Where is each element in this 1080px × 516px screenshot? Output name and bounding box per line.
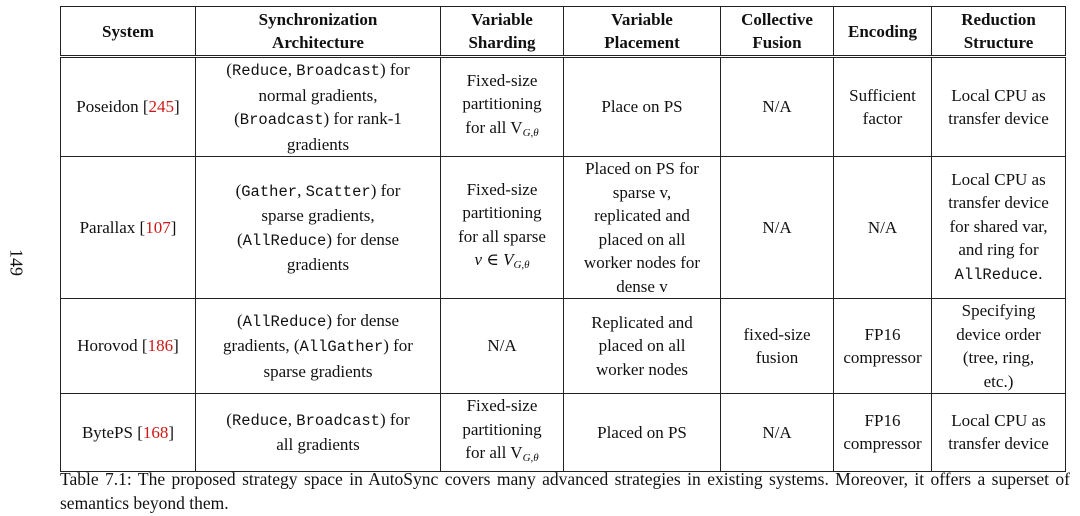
- cell-sync: (AllReduce) for dense gradients, (AllGather) for sparse gradients: [196, 299, 441, 394]
- cell-placement: Replicated and placed on all worker nodes: [564, 299, 721, 394]
- table-header-row: [61, 7, 1066, 57]
- cell-system: Horovod [186]: [61, 299, 196, 394]
- citation-link[interactable]: 186: [147, 336, 174, 356]
- citation-link[interactable]: 168: [142, 422, 169, 442]
- cell-reduction: Local CPU as transfer device: [932, 394, 1066, 472]
- cell-sharding: Fixed-size partitioning for all sparse v ∈ $V_{G,\theta}$: [441, 157, 564, 299]
- cell-fusion: N/A: [721, 57, 834, 157]
- cell-encoding: N/A: [834, 157, 932, 299]
- cell-fusion: N/A: [721, 157, 834, 299]
- table-row: [61, 394, 1066, 472]
- header-collective-fusion: Collective Fusion: [721, 7, 834, 57]
- cell-system: BytePS [168]: [61, 394, 196, 472]
- header-system: System: [61, 7, 196, 57]
- citation-link[interactable]: 245: [148, 97, 175, 117]
- cell-sharding: N/A: [441, 299, 564, 394]
- cell-placement: Placed on PS: [564, 394, 721, 472]
- table-row: [61, 299, 1066, 394]
- header-encoding: Encoding: [834, 7, 932, 57]
- cell-encoding: FP16 compressor: [834, 299, 932, 394]
- header-sync-architecture: Synchronization Architecture: [196, 7, 441, 57]
- cell-system: Poseidon [245]: [61, 57, 196, 157]
- citation-link[interactable]: 107: [145, 217, 171, 237]
- cell-placement: Place on PS: [564, 57, 721, 157]
- table-row: [61, 57, 1066, 157]
- header-variable-placement: Variable Placement: [564, 7, 721, 57]
- cell-encoding: Sufficient factor: [834, 57, 932, 157]
- cell-system: Parallax [107]: [61, 157, 196, 299]
- cell-sync: (Reduce, Broadcast) for all gradients: [196, 394, 441, 472]
- cell-reduction: Specifying device order (tree, ring, etc.): [932, 299, 1066, 394]
- cell-reduction: Local CPU as transfer device: [932, 57, 1066, 157]
- table-row: [61, 157, 1066, 299]
- header-reduction-structure: Reduction Structure: [932, 7, 1066, 57]
- cell-sharding: Fixed-size partitioning for all $V_{G,\theta}$: [441, 394, 564, 472]
- cell-sharding: Fixed-size partitioning for all $V_{G,\theta}$: [441, 57, 564, 157]
- cell-reduction: Local CPU as transfer device for shared var, and ring for AllReduce.: [932, 157, 1066, 299]
- table-caption: Table 7.1: The proposed strategy space in AutoSync covers many advanced strategies in existing systems. Moreover, it offers a superset of semantics beyond them.: [60, 469, 1070, 513]
- header-variable-sharding: Variable Sharding: [441, 7, 564, 57]
- cell-encoding: FP16 compressor: [834, 394, 932, 472]
- cell-sync: (Gather, Scatter) for sparse gradients, (AllReduce) for dense gradients: [196, 157, 441, 299]
- cell-fusion: N/A: [721, 394, 834, 472]
- cell-fusion: fixed-size fusion: [721, 299, 834, 394]
- page-number: 149: [6, 249, 27, 276]
- strategy-table: [60, 6, 1066, 472]
- cell-placement: Placed on PS for sparse v, replicated and placed on all worker nodes for dense v: [564, 157, 721, 299]
- cell-sync: (Reduce, Broadcast) for normal gradients, (Broadcast) for rank-1 gradients: [196, 57, 441, 157]
